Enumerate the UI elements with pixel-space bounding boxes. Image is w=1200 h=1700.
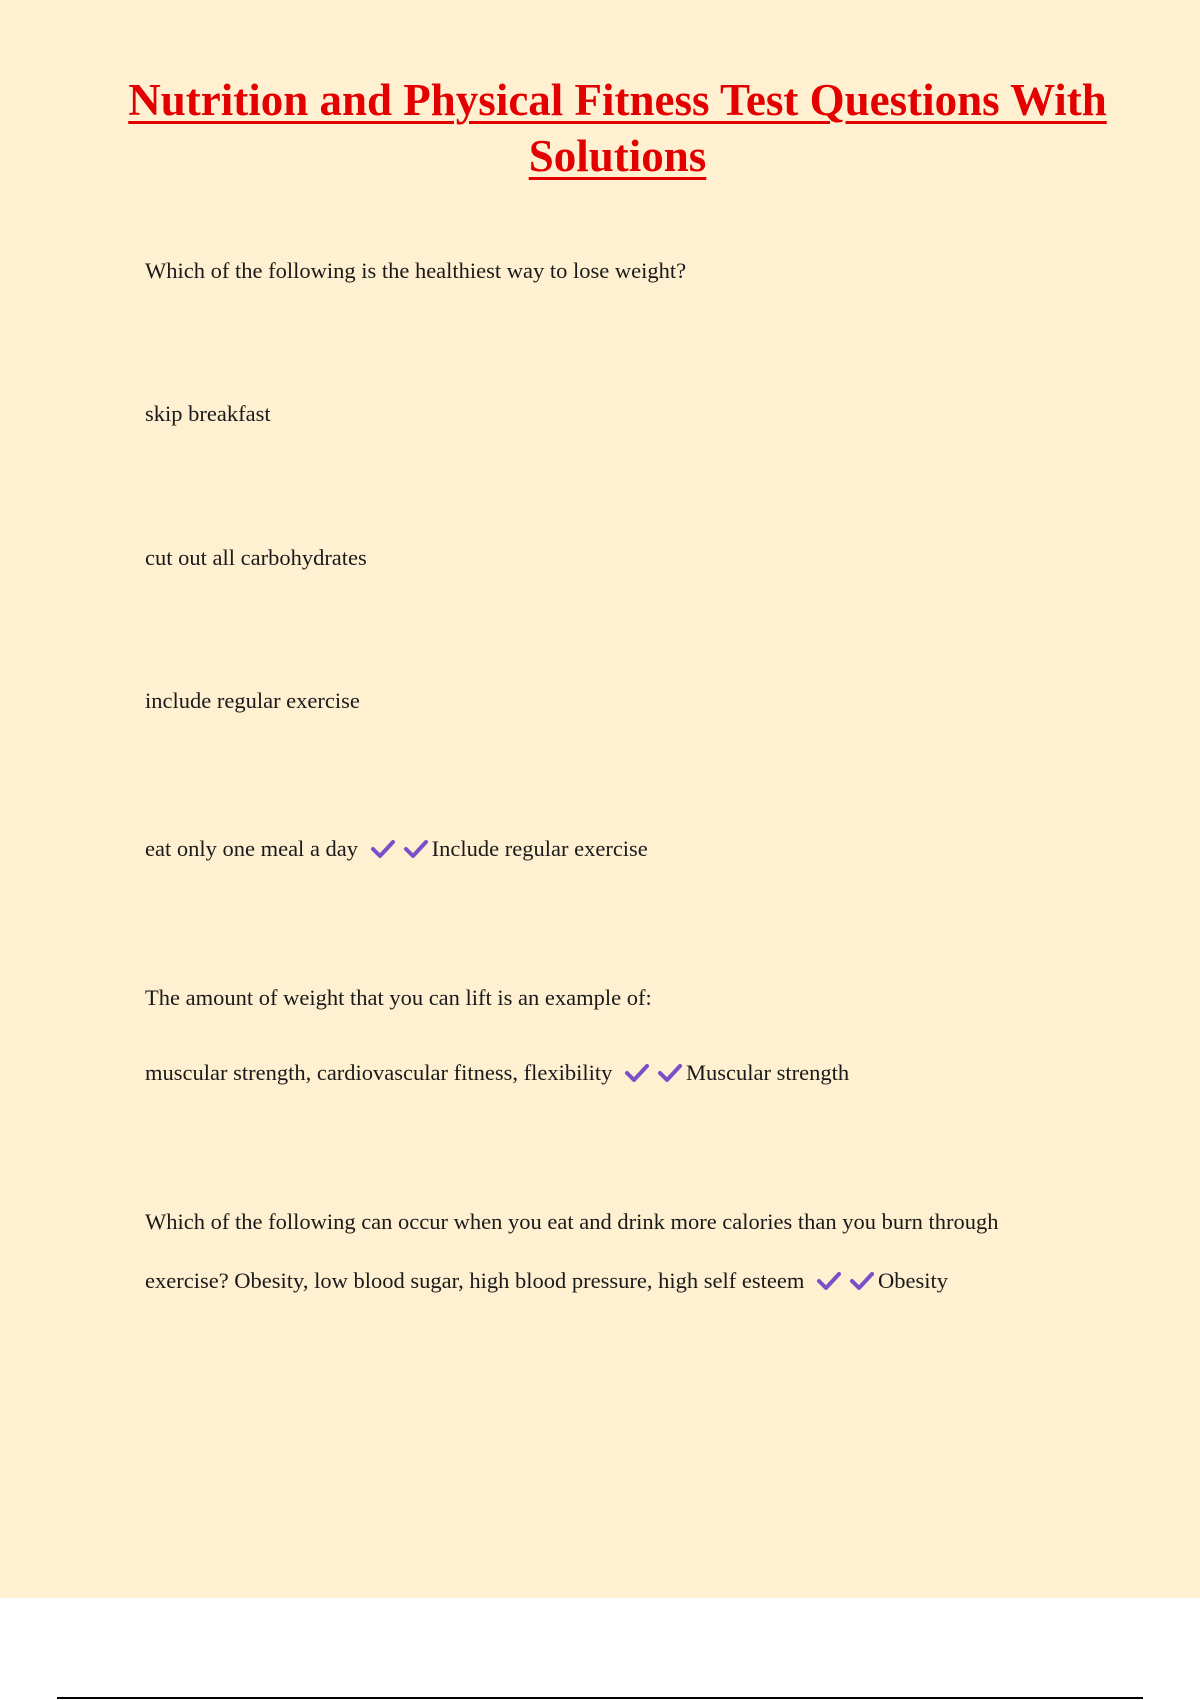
question-1-answer: Include regular exercise xyxy=(431,836,648,861)
question-1-option-4-with-answer xyxy=(145,834,648,864)
footer-divider xyxy=(57,1697,1143,1699)
check-mark-icon xyxy=(370,838,396,860)
question-1-text: Which of the following is the healthiest way to lose weight? xyxy=(145,258,687,283)
question-2-text: The amount of weight that you can lift is an example of: xyxy=(145,985,652,1010)
check-mark-icon xyxy=(816,1270,842,1292)
check-mark-icon xyxy=(403,838,429,860)
question-1-option-4: eat only one meal a day xyxy=(145,836,359,861)
question-1-option-3: include regular exercise xyxy=(145,688,360,713)
question-2-options: muscular strength, cardiovascular fitness, flexibility xyxy=(145,1060,613,1085)
document-title: Nutrition and Physical Fitness Test Questions With Solutions xyxy=(128,75,1107,181)
question-3-text-line-2: exercise? Obesity, low blood sugar, high blood pressure, high self esteem xyxy=(145,1268,805,1293)
question-1-option-2: cut out all carbohydrates xyxy=(145,545,367,570)
question-1-option-1: skip breakfast xyxy=(145,401,271,426)
question-3-text-line-2-with-answer xyxy=(145,1266,948,1296)
question-3-answer: Obesity xyxy=(877,1268,948,1293)
question-3-text-line-1: Which of the following can occur when you eat and drink more calories than you burn through xyxy=(145,1209,999,1234)
question-2-options-with-answer xyxy=(145,1058,849,1088)
check-mark-icon xyxy=(657,1062,683,1084)
check-mark-icon xyxy=(624,1062,650,1084)
question-2-answer: Muscular strength xyxy=(686,1060,850,1085)
check-mark-icon xyxy=(849,1270,875,1292)
